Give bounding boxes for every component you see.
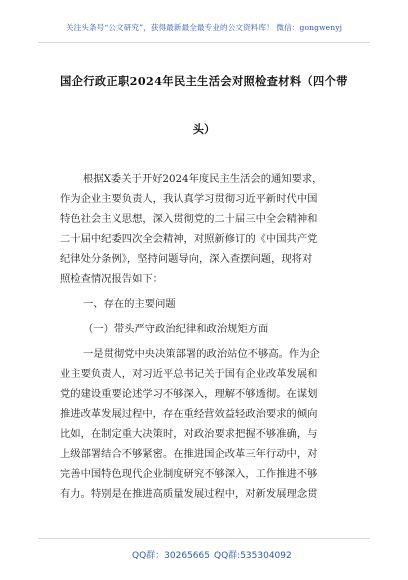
body-paragraph-line: 有力。特别是在推进高质量发展过程中，对新发展理念贯 bbox=[60, 488, 318, 500]
footer-qq-group-2: QQ群:535304092 bbox=[214, 551, 292, 561]
body-paragraph-line: 照检查情况报告如下： bbox=[60, 273, 163, 285]
header-divider bbox=[38, 42, 370, 43]
body-paragraph-line: 比如，在制定重大决策时，对政治要求把握不够准确，与 bbox=[60, 428, 318, 440]
body-paragraph-line: 上级部署结合不够紧密。在推进国企改革三年行动中，对 bbox=[60, 448, 318, 460]
body-paragraph-line: 纪律处分条例》，坚持问题导向，深入查摆问题，现将对 bbox=[60, 253, 313, 265]
document-title-line-2: 头） bbox=[192, 122, 216, 136]
subsection-heading: （一）带头严守政治纪律和政治规矩方面 bbox=[83, 323, 269, 335]
body-paragraph-line: 特色社会主义思想，深入贯彻党的二十届三中全会精神和 bbox=[60, 213, 318, 225]
footer-qq-group-1: QQ群：30265665 bbox=[132, 551, 210, 561]
section-heading: 一、存在的主要问题 bbox=[83, 298, 176, 310]
body-paragraph-line: 业主要负责人，对习近平总书记关于国有企业改革发展和 bbox=[60, 368, 318, 380]
body-paragraph-line: 根据X委关于开好2024年度民主生活会的通知要求， bbox=[83, 173, 323, 185]
header-banner: 关注头条号“公文研究”，获得最新最全最专业的公文资料库！ 微信：gongwenyj bbox=[65, 23, 343, 32]
body-paragraph-line: 一是贯彻党中央决策部署的政治站位不够高。作为企 bbox=[83, 348, 320, 360]
document-title-line-1: 国企行政正职2024年民主生活会对照检查材料（四个带 bbox=[60, 74, 348, 88]
body-paragraph-line: 推进改革发展过程中，存在重经营效益轻政治要求的倾向 bbox=[60, 408, 318, 420]
footer-divider bbox=[38, 538, 370, 539]
body-paragraph-line: 作为企业主要负责人，我认真学习贯彻习近平新时代中国 bbox=[60, 193, 318, 205]
body-paragraph-line: 党的建设重要论述学习不够深入，理解不够透彻。在谋划 bbox=[60, 388, 318, 400]
body-paragraph-line: 二十届中纪委四次全会精神，对照新修订的《中国共产党 bbox=[60, 233, 318, 245]
body-paragraph-line: 完善中国特色现代企业制度研究不够深入，工作推进不够 bbox=[60, 468, 318, 480]
